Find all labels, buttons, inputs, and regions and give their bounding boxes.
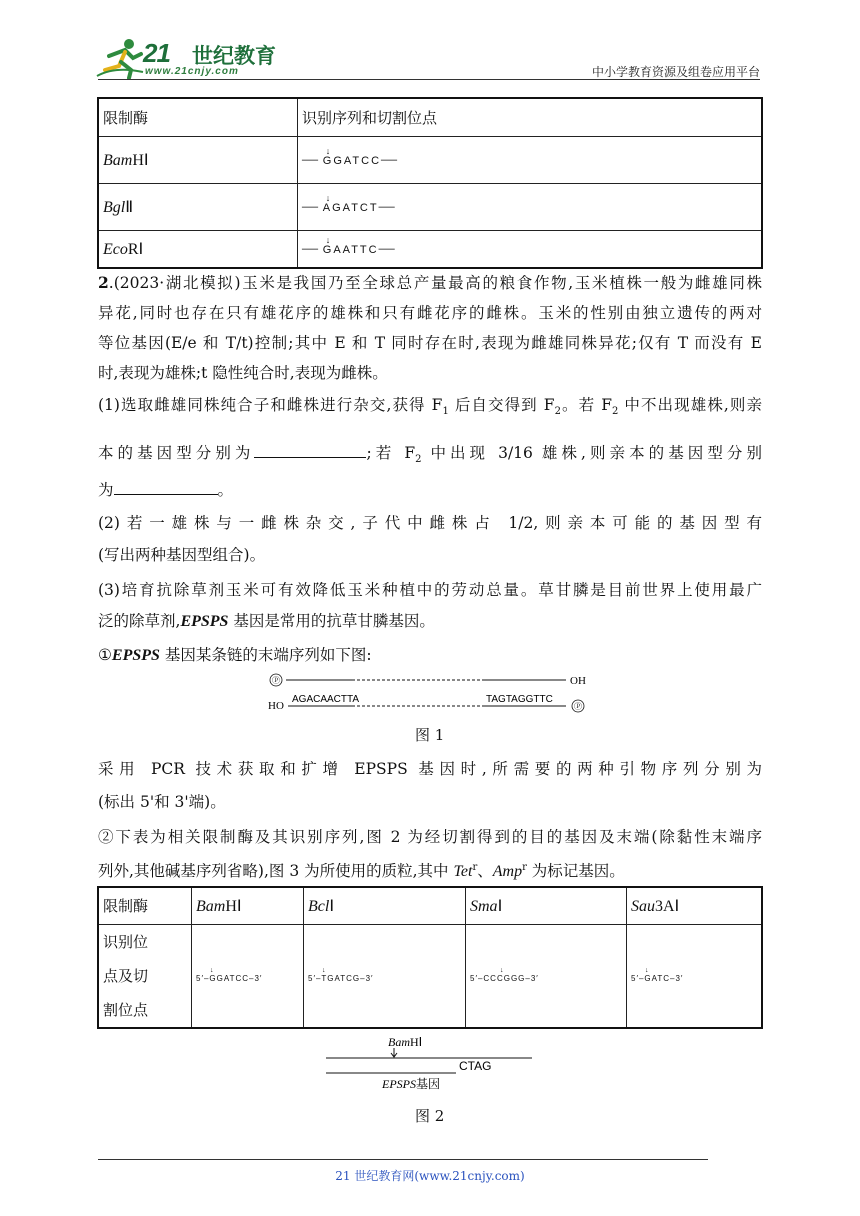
figure-1-diagram bbox=[268, 668, 598, 718]
header-cell: 限制酶 bbox=[98, 887, 192, 924]
subquestion-1: (1)选取雌雄同株纯合子和雌株进行杂交,获得 $F_1$ 后自交得到 $F_2$。若 $F_2$ 中不出现雄株,则亲 bbox=[98, 396, 763, 418]
sequence-cell: ↓ 5′–TGATCG–3′ bbox=[304, 924, 466, 1028]
enzyme-name: BglⅡ bbox=[98, 183, 298, 230]
subquestion-3: (3)培育抗除草剂玉米可有效降低玉米种植中的劳动总量。草甘膦是目前世界上使用最广 bbox=[98, 581, 762, 599]
table-header-row bbox=[98, 887, 762, 924]
subquestion-1-line2: 本的基因型分别为 ;若 $F_2$ 中出现 3/16 雄株,则亲本的基因型分别 bbox=[98, 441, 762, 471]
sticky-end: CTAG bbox=[459, 1059, 492, 1073]
part-1-intro: ①EPSPS 基因某条链的末端序列如下图: bbox=[98, 646, 372, 664]
sequence: ↓ AGATCT bbox=[322, 193, 379, 214]
answer-blank[interactable] bbox=[254, 441, 366, 458]
header-cell: Sau3AⅠ bbox=[627, 887, 763, 924]
sequence-cell: — ↓ AGATCT— bbox=[298, 183, 763, 230]
footer-link[interactable]: 21 世纪教育网(www.21cnjy.com) bbox=[335, 1169, 525, 1183]
runner-logo-icon bbox=[95, 36, 145, 80]
enzyme-table-1 bbox=[97, 97, 763, 269]
sequence-cell: ↓ 5′–GGATCC–3′ bbox=[192, 924, 304, 1028]
cut-arrow-icon: ↓ bbox=[322, 966, 327, 974]
subquestion-2-line2: (写出两种基因型组合)。 bbox=[98, 546, 266, 564]
phosphate-icon: Ⓟ bbox=[574, 702, 582, 711]
header-cell: BclⅠ bbox=[304, 887, 466, 924]
part-2-intro-line2: 列外,其他碱基序列省略),图 3 为所使用的质粒,其中 Tet$^r$、Amp$^r$ 为标记基因。 bbox=[98, 862, 625, 881]
cut-arrow-icon: ↓ bbox=[325, 146, 333, 156]
sequence-cell: — ↓ GGATCC— bbox=[298, 136, 763, 183]
table-row bbox=[98, 136, 762, 183]
sequence-cell: ↓ 5′–GATC–3′ bbox=[627, 924, 763, 1028]
sequence: ↓ GAATTC bbox=[322, 235, 379, 257]
cut-arrow-icon: ↓ bbox=[325, 235, 333, 246]
cut-arrow-icon: ↓ bbox=[645, 966, 650, 974]
header-divider bbox=[98, 79, 760, 80]
sequence-cell: ↓ 5′–CCCGGG–3′ bbox=[466, 924, 627, 1028]
logo-url: www.21cnjy.com bbox=[145, 66, 239, 77]
row-label: 识别位 点及切 割位点 bbox=[98, 924, 192, 1028]
figure-2-caption: 图 2 bbox=[415, 1107, 445, 1125]
header-cell: 限制酶 bbox=[98, 98, 298, 136]
footer-divider bbox=[98, 1159, 708, 1160]
table-row bbox=[98, 183, 762, 230]
table-header-row bbox=[98, 98, 762, 136]
logo-number: 21 bbox=[143, 38, 170, 68]
phosphate-icon: Ⓟ bbox=[272, 676, 280, 685]
ho-label: HO bbox=[268, 700, 284, 712]
enzyme-name: EcoRⅠ bbox=[98, 230, 298, 268]
subquestion-3-line2: 泛的除草剂,EPSPS 基因是常用的抗草甘膦基因。 bbox=[98, 612, 435, 630]
cut-arrow-icon: ↓ bbox=[325, 193, 333, 203]
cut-arrow-icon: ↓ bbox=[210, 966, 215, 974]
enzyme-name: BamHⅠ bbox=[98, 136, 298, 183]
header-cell: SmaⅠ bbox=[466, 887, 627, 924]
part-2-intro: ②下表为相关限制酶及其识别序列,图 2 为经切割得到的目的基因及末端(除黏性末端序 bbox=[98, 828, 762, 846]
cut-arrow-icon: ↓ bbox=[500, 966, 505, 974]
sequence-cell: — ↓ GAATTC— bbox=[298, 230, 763, 268]
header-cell: BamHⅠ bbox=[192, 887, 304, 924]
logo-text: 世纪教育 bbox=[192, 44, 276, 68]
part-1-question-line2: (标出 5'和 3'端)。 bbox=[98, 793, 226, 811]
header-cell: 识别序列和切割位点 bbox=[298, 98, 763, 136]
answer-blank[interactable] bbox=[114, 478, 218, 495]
subquestion-1-line3: 为 。 bbox=[98, 478, 762, 501]
figure-1-caption: 图 1 bbox=[415, 726, 445, 744]
gene-label: EPSPS基因 bbox=[382, 1077, 441, 1091]
question-line: 异花,同时也存在只有雄花序的雄株和只有雌花序的雌株。玉米的性别由独立遗传的两对 bbox=[98, 304, 762, 322]
question-line: 等位基因(E/e 和 T/t)控制;其中 E 和 T 同时存在时,表现为雌雄同株异花;仅有 T 而没有 E bbox=[98, 334, 762, 352]
question-line: 时,表现为雄株;t 隐性纯合时,表现为雌株。 bbox=[98, 364, 388, 382]
sequence-right: TAGTAGGTTC bbox=[486, 694, 553, 705]
oh-label: OH bbox=[570, 675, 586, 687]
sequence-left: AGACAACTTA bbox=[292, 694, 360, 705]
enzyme-table-2 bbox=[97, 886, 763, 1029]
part-1-question: 采用 PCR 技术获取和扩增 EPSPS 基因时,所需要的两种引物序列分别为 bbox=[98, 760, 762, 778]
question-line: 2.(2023·湖北模拟)玉米是我国乃至全球总产量最高的粮食作物,玉米植株一般为雌雄同株 bbox=[98, 273, 763, 292]
subquestion-2: (2)若一雄株与一雌株杂交,子代中雌株占 1/2,则亲本可能的基因型有 bbox=[98, 514, 762, 532]
sequence: ↓ GGATCC bbox=[322, 146, 382, 167]
platform-name: 中小学教育资源及组卷应用平台 bbox=[591, 65, 760, 79]
figure-2-diagram bbox=[322, 1030, 537, 1092]
table-row bbox=[98, 230, 762, 268]
enzyme-label: BamHⅠ bbox=[388, 1035, 423, 1049]
table-row bbox=[98, 924, 762, 1028]
